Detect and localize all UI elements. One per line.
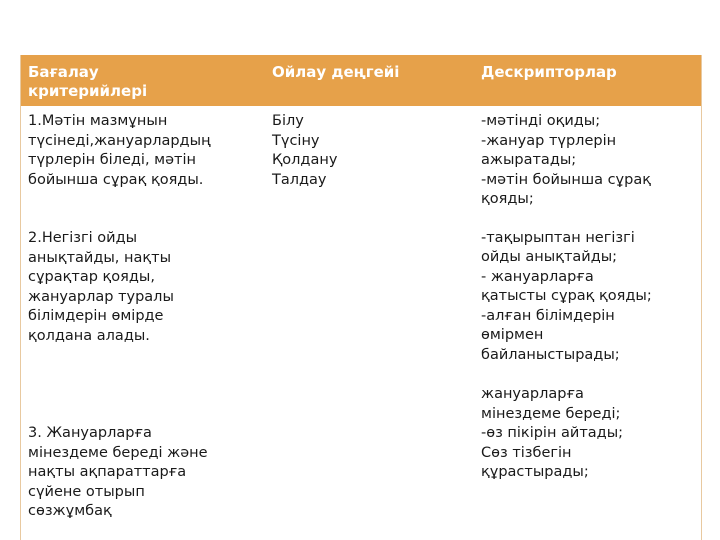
descriptor-2: -тақырыптан негізгі ойды анықтайды; - жануарларға қатысты сұрақ қояды; -алған білімдерін өмірмен байланыстырады; [481, 229, 652, 363]
table-header-row [21, 55, 701, 106]
header-criteria: Бағалау критерийлері [28, 63, 148, 100]
descriptor-3: жануарларға мінездеме береді; -өз пікірін айтады; Сөз тізбегін құрастырады; [481, 386, 624, 480]
criteria-column [28, 112, 268, 522]
criterion-1: 1.Мәтін мазмұнын түсінеді,жануарлардың түрлерін біледі, мәтін бойынша сұрақ қояды. [28, 113, 211, 188]
descriptors-column [481, 112, 703, 483]
header-descriptors: Дескрипторлар [481, 63, 617, 81]
levels-column [272, 112, 472, 190]
criterion-3: 3. Жануарларға мінездеме береді және нақты ақпараттарға сүйене отырып сөзжұмбақ [28, 425, 208, 519]
descriptor-1: -мәтінді оқиды; -жануар түрлерін ажыратады; -мәтін бойынша сұрақ қояды; [481, 113, 651, 207]
table-body-row [21, 106, 701, 540]
thinking-levels: Білу Түсіну Қолдану Талдау [272, 113, 338, 188]
assessment-table [20, 55, 702, 540]
header-thinking-level: Ойлау деңгейі [272, 63, 400, 81]
criterion-2: 2.Негізгі ойды анықтайды, нақты сұрақтар қояды, жануарлар туралы білімдерін өмірде қолдана алады. [28, 230, 174, 344]
